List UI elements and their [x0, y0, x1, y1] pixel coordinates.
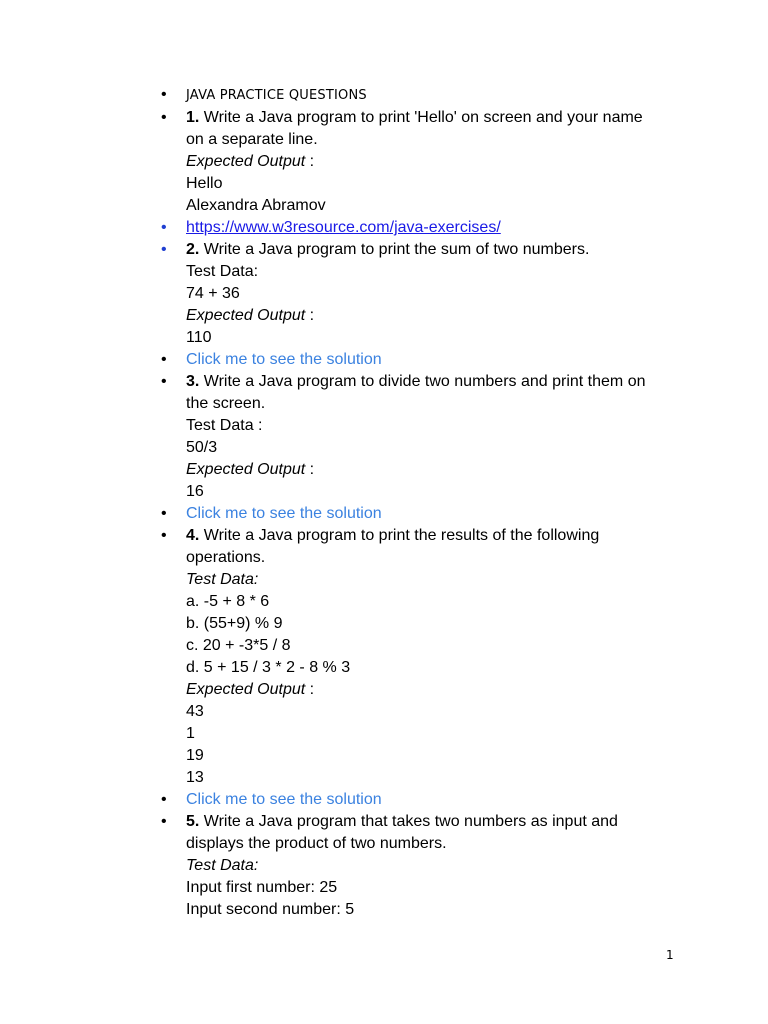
test-data-line: Input second number: 5 [186, 901, 355, 918]
test-data-line: c. 20 + -3*5 / 8 [186, 637, 291, 654]
question-5-text-cont: displays the product of two numbers. [186, 835, 447, 852]
list-item-question-1 [161, 107, 686, 217]
question-text: Write a Java program to print 'Hello' on screen and your name [199, 109, 643, 126]
bullet: • [161, 791, 167, 808]
question-number: 2. [186, 241, 200, 258]
question-number: 1. [186, 109, 200, 126]
test-data-line: d. 5 + 15 / 3 * 2 - 8 % 3 [186, 659, 351, 676]
test-data-line: 50/3 [186, 439, 218, 456]
question-list [161, 84, 686, 921]
question-4-text [186, 525, 686, 547]
solution-link[interactable]: Click me to see the solution [186, 791, 382, 808]
question-4-text-cont: operations. [186, 549, 266, 566]
list-item-question-5 [161, 811, 686, 921]
output-line: 13 [186, 769, 204, 786]
test-data-label: Test Data: [186, 571, 259, 588]
colon: : [305, 461, 315, 478]
output-line: Hello [186, 175, 223, 192]
output-line: 1 [186, 725, 195, 742]
expected-label: Expected Output [186, 307, 306, 324]
question-2-text [186, 239, 686, 261]
list-item-question-3 [161, 371, 686, 503]
bullet: • [161, 109, 167, 126]
colon: : [305, 153, 315, 170]
output-line: Alexandra Abramov [186, 197, 326, 214]
expected-output-label [186, 151, 686, 173]
question-text: Write a Java program to divide two numbers and print them on [199, 373, 646, 390]
expected-output-label [186, 305, 686, 327]
bullet: • [161, 527, 167, 544]
page-number: 1 [666, 948, 674, 962]
question-text: Write a Java program to print the results of the following [199, 527, 600, 544]
expected-label: Expected Output [186, 461, 306, 478]
list-item-solution-link [161, 789, 686, 811]
expected-label: Expected Output [186, 153, 306, 170]
test-data-label: Test Data: [186, 263, 259, 280]
test-data-line: Input first number: 25 [186, 879, 338, 896]
question-text: Write a Java program that takes two numbers as input and [199, 813, 618, 830]
expected-output-label [186, 679, 686, 701]
bullet: • [161, 373, 167, 390]
test-data-line: 74 + 36 [186, 285, 240, 302]
output-line: 19 [186, 747, 204, 764]
question-number: 5. [186, 813, 200, 830]
output-line: 43 [186, 703, 204, 720]
w3resource-link[interactable]: https://www.w3resource.com/java-exercises/ [186, 219, 501, 236]
question-3-text-cont: the screen. [186, 395, 266, 412]
list-item-question-2 [161, 239, 686, 349]
bullet: • [161, 505, 167, 522]
question-number: 3. [186, 373, 200, 390]
output-line: 110 [186, 329, 212, 346]
bullet: • [161, 86, 167, 103]
output-line: 16 [186, 483, 204, 500]
list-item-heading [161, 84, 686, 107]
list-item-link [161, 217, 686, 239]
question-number: 4. [186, 527, 200, 544]
solution-link[interactable]: Click me to see the solution [186, 351, 382, 368]
test-data-label: Test Data: [186, 857, 259, 874]
question-text: Write a Java program to print the sum of two numbers. [199, 241, 590, 258]
list-item-solution-link [161, 349, 686, 371]
bullet: • [161, 219, 167, 236]
question-3-text [186, 371, 686, 393]
question-1-text-cont: on a separate line. [186, 131, 318, 148]
question-1-text [186, 107, 686, 129]
question-5-text [186, 811, 686, 833]
bullet: • [161, 241, 167, 258]
solution-link[interactable]: Click me to see the solution [186, 505, 382, 522]
test-data-line: a. -5 + 8 * 6 [186, 593, 270, 610]
page-heading: JAVA PRACTICE QUESTIONS [186, 88, 367, 103]
list-item-solution-link [161, 503, 686, 525]
bullet: • [161, 351, 167, 368]
list-item-question-4 [161, 525, 686, 789]
expected-label: Expected Output [186, 681, 306, 698]
colon: : [305, 307, 315, 324]
colon: : [305, 681, 315, 698]
test-data-label: Test Data : [186, 417, 263, 434]
expected-output-label [186, 459, 686, 481]
bullet: • [161, 813, 167, 830]
test-data-line: b. (55+9) % 9 [186, 615, 283, 632]
